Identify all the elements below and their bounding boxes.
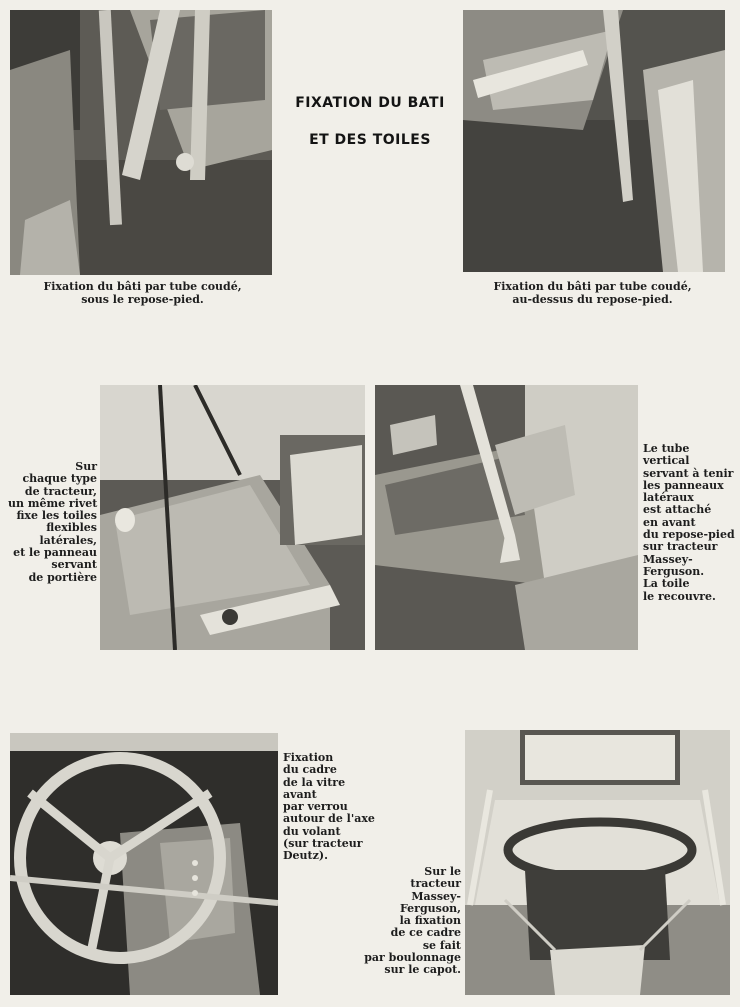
caption-line: se fait xyxy=(422,938,461,952)
caption-line: en avant xyxy=(643,515,696,529)
photo-rivet-side-canvas xyxy=(100,385,365,650)
caption-line: au-dessus du repose-pied. xyxy=(512,293,673,306)
caption-line: la fixation xyxy=(399,914,461,928)
caption-line: Le tube xyxy=(643,442,690,455)
caption-line: de la vitre xyxy=(283,775,346,789)
caption-line: sous le repose-pied. xyxy=(81,293,204,306)
caption-line: un même rivet xyxy=(8,496,98,510)
caption-line: vertical xyxy=(643,454,690,468)
caption-line: servant à tenir xyxy=(643,466,734,480)
caption-line: Fixation du bâti par tube coudé, xyxy=(43,280,242,293)
caption-bottom-right xyxy=(360,866,461,977)
caption-line: du repose-pied xyxy=(643,528,735,542)
caption-line: Sur xyxy=(75,460,97,473)
caption-line: et le panneau xyxy=(13,546,97,560)
caption-line: le recouvre. xyxy=(643,589,716,603)
caption-line: avant xyxy=(283,787,317,801)
caption-top-left xyxy=(20,280,265,306)
caption-line: Ferguson. xyxy=(643,564,705,578)
page-heading-line2: ET DES TOILES xyxy=(309,132,431,148)
caption-line: sur tracteur xyxy=(643,540,718,554)
caption-line: La toile xyxy=(643,577,690,591)
caption-line: sur le capot. xyxy=(384,963,461,977)
caption-line: latérales, xyxy=(39,533,97,547)
caption-line: fixe les toiles xyxy=(16,509,97,523)
caption-mid-right xyxy=(643,443,738,603)
caption-line: du cadre xyxy=(283,763,337,777)
caption-line: tracteur xyxy=(410,877,461,891)
caption-line: chaque type xyxy=(22,472,97,486)
caption-line: latéraux xyxy=(643,491,694,505)
caption-line: servant xyxy=(51,558,97,572)
caption-line: est attaché xyxy=(643,503,712,517)
caption-line: par boulonnage xyxy=(364,951,461,965)
caption-line: Sur le xyxy=(424,865,461,878)
caption-line: de ce cadre xyxy=(390,926,461,940)
photo-tube-above-footrest xyxy=(463,10,725,272)
photo-tube-under-footrest xyxy=(10,10,272,275)
caption-line: du volant xyxy=(283,824,341,838)
caption-line: Fixation xyxy=(283,751,334,764)
caption-line: par verrou xyxy=(283,800,348,814)
caption-line: les panneaux xyxy=(643,478,724,492)
caption-line: Ferguson, xyxy=(399,901,461,915)
caption-line: autour de l'axe xyxy=(283,812,375,826)
caption-bottom-left xyxy=(283,752,383,863)
photo-steering-wheel-deutz xyxy=(10,733,278,995)
caption-line: Deutz). xyxy=(283,849,328,863)
photo-vertical-tube-footrest xyxy=(375,385,638,650)
caption-line: de portière xyxy=(28,570,97,584)
photo-frame-bolted-hood xyxy=(465,730,730,995)
caption-line: Massey- xyxy=(411,889,461,903)
caption-mid-left xyxy=(8,461,97,584)
caption-line: de tracteur, xyxy=(24,484,97,498)
caption-line: Massey- xyxy=(643,552,693,566)
caption-line: flexibles xyxy=(46,521,97,535)
caption-line: (sur tracteur xyxy=(283,837,363,851)
caption-top-right xyxy=(470,280,715,306)
caption-line: Fixation du bâti par tube coudé, xyxy=(493,280,692,293)
page-heading-line1: FIXATION DU BATI xyxy=(295,95,445,111)
